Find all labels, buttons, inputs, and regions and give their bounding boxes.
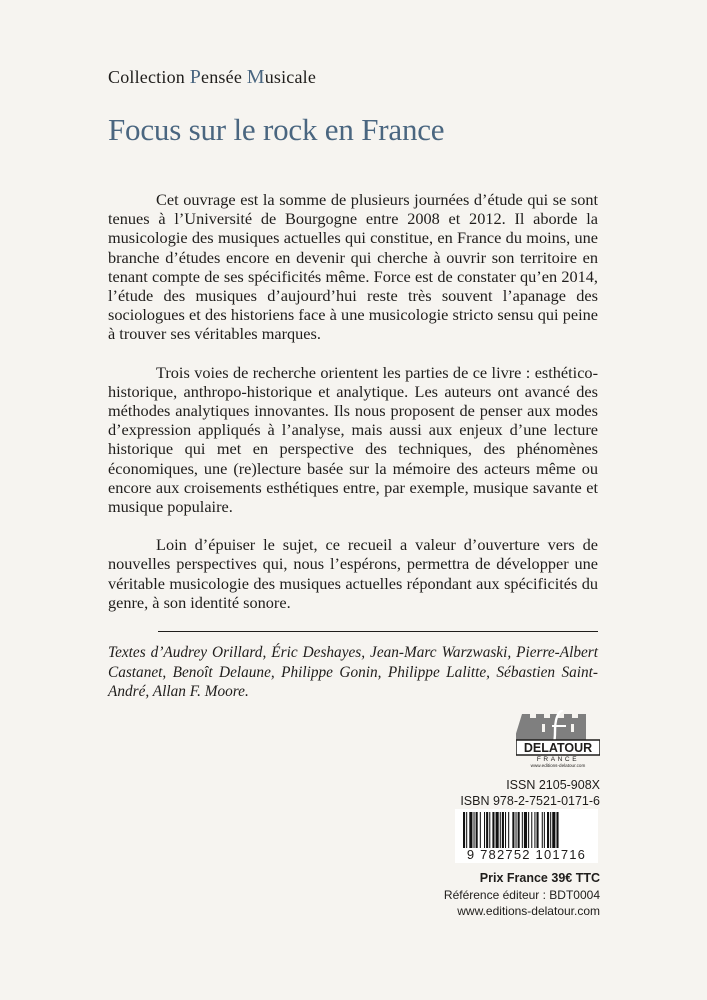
- logo-url: www.editions-delatour.com: [530, 763, 586, 768]
- collection-word-musicale: usicale: [264, 67, 317, 87]
- castle-tower-icon: [516, 710, 600, 768]
- issn-text: ISSN 2105-908X: [506, 778, 600, 792]
- publisher-reference: Référence éditeur : BDT0004: [443, 887, 600, 902]
- isbn-text: ISBN 978-2-7521-0171-6: [460, 794, 600, 808]
- blurb: [108, 190, 598, 631]
- barcode-digits: 9 782752 101716: [466, 847, 587, 862]
- divider: [158, 631, 598, 632]
- book-title: Focus sur le rock en France: [108, 112, 445, 147]
- collection-word-pensee: ensée: [201, 67, 247, 87]
- authors-list: Textes d’Audrey Orillard, Éric Deshayes, Jean-Marc Warzwaski, Pierre-Albert Castanet, Benoît Delaune, Philippe Gonin, Philippe Lalitte, Sébastien Saint-André, Allan F. Moore.: [108, 644, 598, 701]
- logo-wordmark: DELATOUR: [523, 741, 593, 755]
- blurb-paragraph-3: Loin d’épuiser le sujet, ce recueil a valeur d’ouverture vers de nouvelles perspectives qui, nous l’espérons, permettra de développer une véritable musicologie des musiques actuelles répondant aux spécificités du genre, à son identité sonore.: [108, 535, 598, 612]
- publisher-logo: [516, 710, 600, 768]
- collection-initial-p: P: [189, 66, 202, 88]
- identifiers: [460, 777, 600, 809]
- collection-initial-m: M: [246, 66, 265, 88]
- barcode-bars: [455, 809, 598, 849]
- collection-prefix: Collection: [108, 67, 190, 87]
- blurb-paragraph-2: Trois voies de recherche orientent les parties de ce livre : esthético-historique, anthropo-historique et analytique. Les auteurs ont avancé des méthodes analytiques innovantes. Ils nous proposent de penser aux modes d’expression appliqués à l’analyse, mais aussi aux enjeux d’une lecture historique qui met en perspective des techniques, des phénomènes économiques, une (re)lecture basée sur la mémoire des acteurs même ou encore aux croisements esthétiques entre, par exemple, musique savante et musique populaire.: [108, 362, 598, 517]
- price-text: Prix France 39€ TTC: [479, 871, 600, 885]
- collection-name: [108, 66, 316, 89]
- blurb-paragraph-1: Cet ouvrage est la somme de plusieurs journées d’étude qui se sont tenues à l’Université de Bourgogne entre 2008 et 2012. Il aborde la musicologie des musiques actuelles qui constitue, en France du moins, une branche d’études encore en devenir qui cherche à ouvrir son territoire en tenant compte de ses spécificités même. Force est de constater qu’en 2014, l’étude des musiques d’aujourd’hui reste très souvent l’apanage des sociologues et des historiens face à une musicologie stricto sensu qui peine à trouver ses véritables marques.: [108, 190, 598, 344]
- logo-country: FRANCE: [536, 756, 580, 763]
- price-block: [444, 870, 600, 920]
- barcode: [455, 809, 598, 863]
- publisher-website: www.editions-delatour.com: [457, 904, 600, 918]
